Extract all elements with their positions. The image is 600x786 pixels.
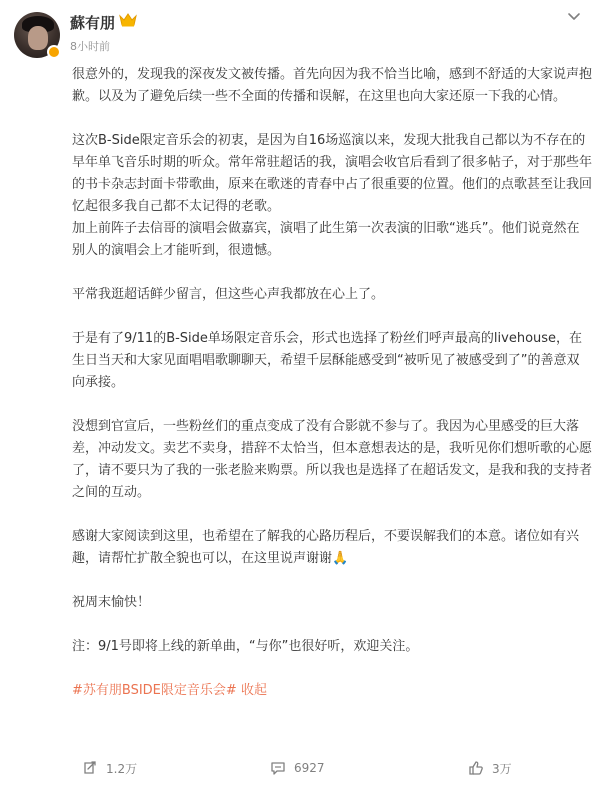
- chevron-down-icon[interactable]: [564, 6, 584, 26]
- collapse-link[interactable]: 收起: [240, 683, 267, 698]
- comment-icon: [270, 760, 286, 776]
- post-paragraph: 平常我逛超话鲜少留言，但这些心声我都放在心上了。: [72, 287, 385, 302]
- like-button[interactable]: [468, 758, 512, 778]
- verified-badge-icon: [47, 45, 61, 59]
- post-paragraph: 祝周末愉快！: [72, 595, 151, 610]
- post-tags-line: [72, 680, 592, 702]
- author-name[interactable]: 蘇有朋: [70, 14, 116, 32]
- like-count: 3万: [492, 761, 512, 776]
- post-content: [72, 64, 592, 724]
- repost-button[interactable]: [82, 758, 137, 778]
- post-paragraph: 没想到官宣后，一些粉丝们的重点变成了没有合影就不参与了。我因为心里感受的巨大落差，冲动发文。卖艺不卖身，措辞不太恰当，但本意想表达的是，我听见你们想听歌的心愿了，请不要只为了我的一张老脸来购票。所以我也是选择了在超话发文，是我和我的支持者之间的互动。: [72, 419, 593, 500]
- post-paragraph: 加上前阵子去信哥的演唱会做嘉宾，演唱了此生第一次表演的旧歌“逃兵”。他们说竟然在别人的演唱会上才能听到，很遗憾。: [72, 221, 580, 258]
- post-paragraph: 感谢大家阅读到这里，也希望在了解我的心路历程后，不要误解我们的本意。诸位如有兴趣，请帮忙扩散全貌也可以，在这里说声谢谢🙏: [72, 529, 580, 566]
- hashtag-link[interactable]: #苏有朋BSIDE限定音乐会#: [72, 683, 237, 698]
- action-bar: [0, 750, 600, 786]
- avatar-face: [28, 26, 48, 50]
- post-paragraph: 这次B-Side限定音乐会的初衷，是因为自16场巡演以来，发现大批我自己都以为不存在的早年单飞音乐时期的听众。常年常驻超话的我，演唱会收官后看到了很多帖子，对于那些年的书卡杂志封面卡带歌曲，原来在歌迷的青春中占了很重要的位置。他们的点歌甚至让我回忆起很多我自己都不太记得的老歌。: [72, 133, 593, 214]
- crown-icon: [118, 12, 138, 28]
- post-paragraph: 注：9/1号即将上线的新单曲，“与你”也很好听，欢迎关注。: [72, 639, 419, 654]
- comment-button[interactable]: [270, 758, 325, 778]
- repost-icon: [82, 760, 98, 776]
- thumbs-up-icon: [468, 760, 484, 776]
- repost-count: 1.2万: [106, 761, 138, 776]
- comment-count: 6927: [294, 761, 325, 775]
- post-paragraph: 于是有了9/11的B-Side单场限定音乐会，形式也选择了粉丝们呼声最高的livehouse，在生日当天和大家见面唱唱歌聊聊天，希望千层酥能感受到“被听见了被感受到了”的善意双向承接。: [72, 331, 583, 390]
- post-time[interactable]: 8小时前: [70, 40, 110, 53]
- post-paragraph: 很意外的，发现我的深夜发文被传播。首先向因为我不恰当比喻，感到不舒适的大家说声抱歉。以及为了避免后续一些不全面的传播和误解，在这里也向大家还原一下我的心情。: [72, 67, 593, 104]
